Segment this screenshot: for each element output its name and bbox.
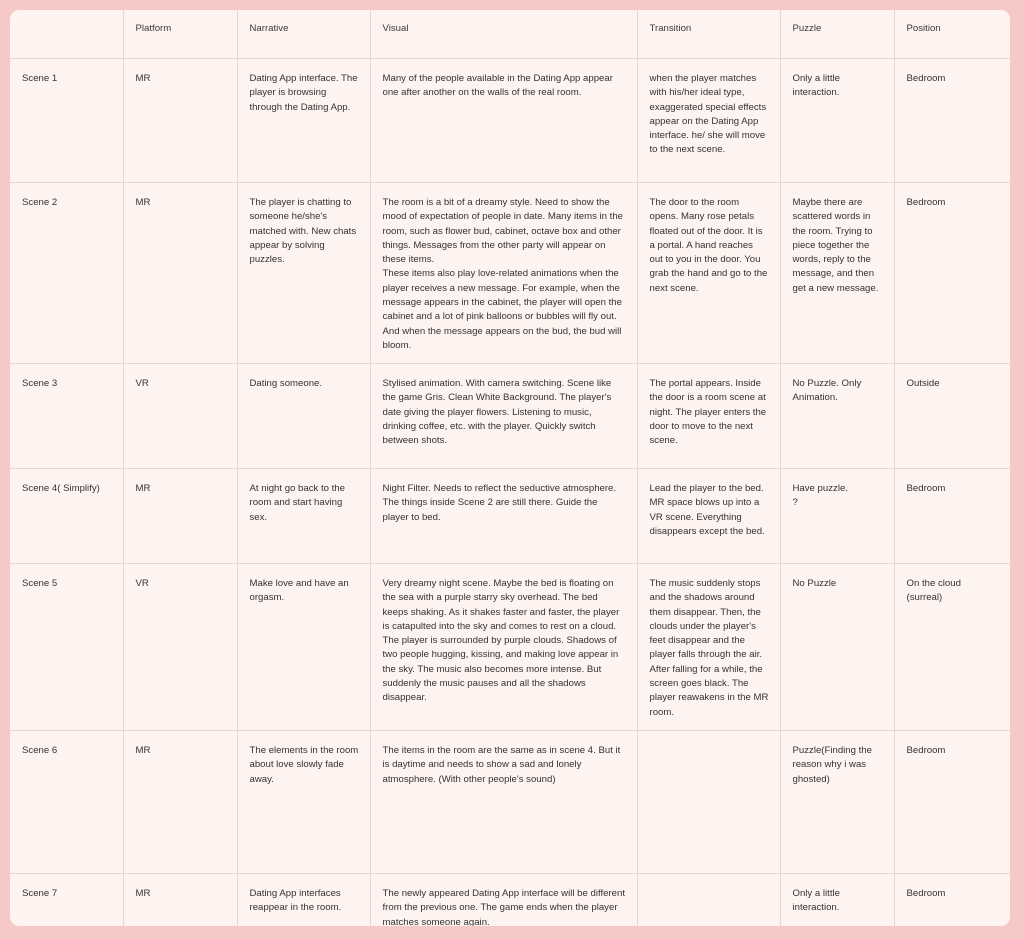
position-cell: Bedroom (894, 469, 1010, 564)
header-cell-puzzle: Puzzle (780, 10, 894, 59)
platform-cell: MR (123, 874, 237, 927)
scene-table (10, 10, 1010, 926)
scene-cell: Scene 3 (10, 364, 123, 469)
position-cell: On the cloud (surreal) (894, 564, 1010, 731)
platform-cell: MR (123, 469, 237, 564)
puzzle-cell: No Puzzle. Only Animation. (780, 364, 894, 469)
narrative-cell: Dating App interface. The player is browsing through the Dating App. (237, 59, 370, 183)
visual-cell: Night Filter. Needs to reflect the seductive atmosphere. The things inside Scene 2 are still there. Guide the player to bed. (370, 469, 637, 564)
scene-cell: Scene 7 (10, 874, 123, 927)
table-row (10, 183, 1010, 364)
puzzle-cell: Puzzle(Finding the reason why i was ghosted) (780, 731, 894, 874)
header-cell-transition: Transition (637, 10, 780, 59)
platform-cell: VR (123, 364, 237, 469)
header-cell-scene (10, 10, 123, 59)
puzzle-cell: Maybe there are scattered words in the room. Trying to piece together the words, reply to the message, and then get a new message. (780, 183, 894, 364)
header-cell-position: Position (894, 10, 1010, 59)
narrative-cell: The player is chatting to someone he/she's matched with. New chats appear by solving puzzles. (237, 183, 370, 364)
scene-cell: Scene 5 (10, 564, 123, 731)
transition-cell: The portal appears. Inside the door is a room scene at night. The player enters the door to move to the next scene. (637, 364, 780, 469)
puzzle-cell: Have puzzle. ? (780, 469, 894, 564)
visual-cell: The room is a bit of a dreamy style. Need to show the mood of expectation of people in date. Many items in the room, such as flower bud, cabinet, octave box and other things. Messages from the other party will appear on these items. These items also play love-related animations when the player receives a new message. For example, when the message appears in the cabinet, the player will open the cabinet and a lot of pink balloons or bubbles will fly out. And when the message appears on the bud, the bud will bloom. (370, 183, 637, 364)
table-row (10, 469, 1010, 564)
puzzle-cell: Only a little interaction. (780, 59, 894, 183)
narrative-cell: At night go back to the room and start having sex. (237, 469, 370, 564)
transition-cell (637, 731, 780, 874)
position-cell: Outside (894, 364, 1010, 469)
transition-cell: The door to the room opens. Many rose petals floated out of the door. It is a portal. A hand reaches out to you in the door. You grab the hand and go to the next scene. (637, 183, 780, 364)
visual-cell: The items in the room are the same as in scene 4. But it is daytime and needs to show a sad and lonely atmosphere. (With other people's sound) (370, 731, 637, 874)
platform-cell: VR (123, 564, 237, 731)
position-cell: Bedroom (894, 731, 1010, 874)
platform-cell: MR (123, 59, 237, 183)
position-cell: Bedroom (894, 183, 1010, 364)
table-row (10, 364, 1010, 469)
visual-cell: The newly appeared Dating App interface will be different from the previous one. The game ends when the player matches someone again. (370, 874, 637, 927)
scene-cell: Scene 2 (10, 183, 123, 364)
platform-cell: MR (123, 731, 237, 874)
table-row (10, 564, 1010, 731)
table-card (10, 10, 1010, 926)
narrative-cell: Dating someone. (237, 364, 370, 469)
scene-cell: Scene 4( Simplify) (10, 469, 123, 564)
scene-cell: Scene 1 (10, 59, 123, 183)
puzzle-cell: Only a little interaction. (780, 874, 894, 927)
transition-cell: Lead the player to the bed. MR space blows up into a VR scene. Everything disappears except the bed. (637, 469, 780, 564)
table-row (10, 874, 1010, 927)
table-row (10, 59, 1010, 183)
header-cell-visual: Visual (370, 10, 637, 59)
transition-cell: The music suddenly stops and the shadows around them disappear. Then, the clouds under the player's feet disappear and the player falls through the air. After falling for a while, the screen goes black. The player reawakens in the MR room. (637, 564, 780, 731)
visual-cell: Many of the people available in the Dating App appear one after another on the walls of the real room. (370, 59, 637, 183)
platform-cell: MR (123, 183, 237, 364)
visual-cell: Very dreamy night scene. Maybe the bed is floating on the sea with a purple starry sky overhead. The bed keeps shaking. As it shakes faster and faster, the player is catapulted into the sky and comes to rest on a cloud. The player is surrounded by purple clouds. Shadows of two people hugging, kissing, and making love appear in the sky. The music also becomes more intense. But suddenly the music pauses and all the shadows disappear. (370, 564, 637, 731)
visual-cell: Stylised animation. With camera switching. Scene like the game Gris. Clean White Background. The player's date giving the player flowers. Listening to music, drinking coffee, etc. with the player. Quickly switch between shots. (370, 364, 637, 469)
header-cell-narrative: Narrative (237, 10, 370, 59)
position-cell: Bedroom (906, 888, 946, 899)
header-cell-platform: Platform (123, 10, 237, 59)
table-row (10, 731, 1010, 874)
puzzle-cell: No Puzzle (780, 564, 894, 731)
narrative-cell: Make love and have an orgasm. (237, 564, 370, 731)
header-row (10, 10, 1010, 59)
scene-cell: Scene 6 (10, 731, 123, 874)
transition-cell: when the player matches with his/her ideal type, exaggerated special effects appear on the Dating App interface. he/ she will move to the next scene. (637, 59, 780, 183)
narrative-cell: The elements in the room about love slowly fade away. (237, 731, 370, 874)
position-cell: Bedroom (894, 59, 1010, 183)
narrative-cell: Dating App interfaces reappear in the room. (237, 874, 370, 927)
transition-cell (637, 874, 780, 927)
